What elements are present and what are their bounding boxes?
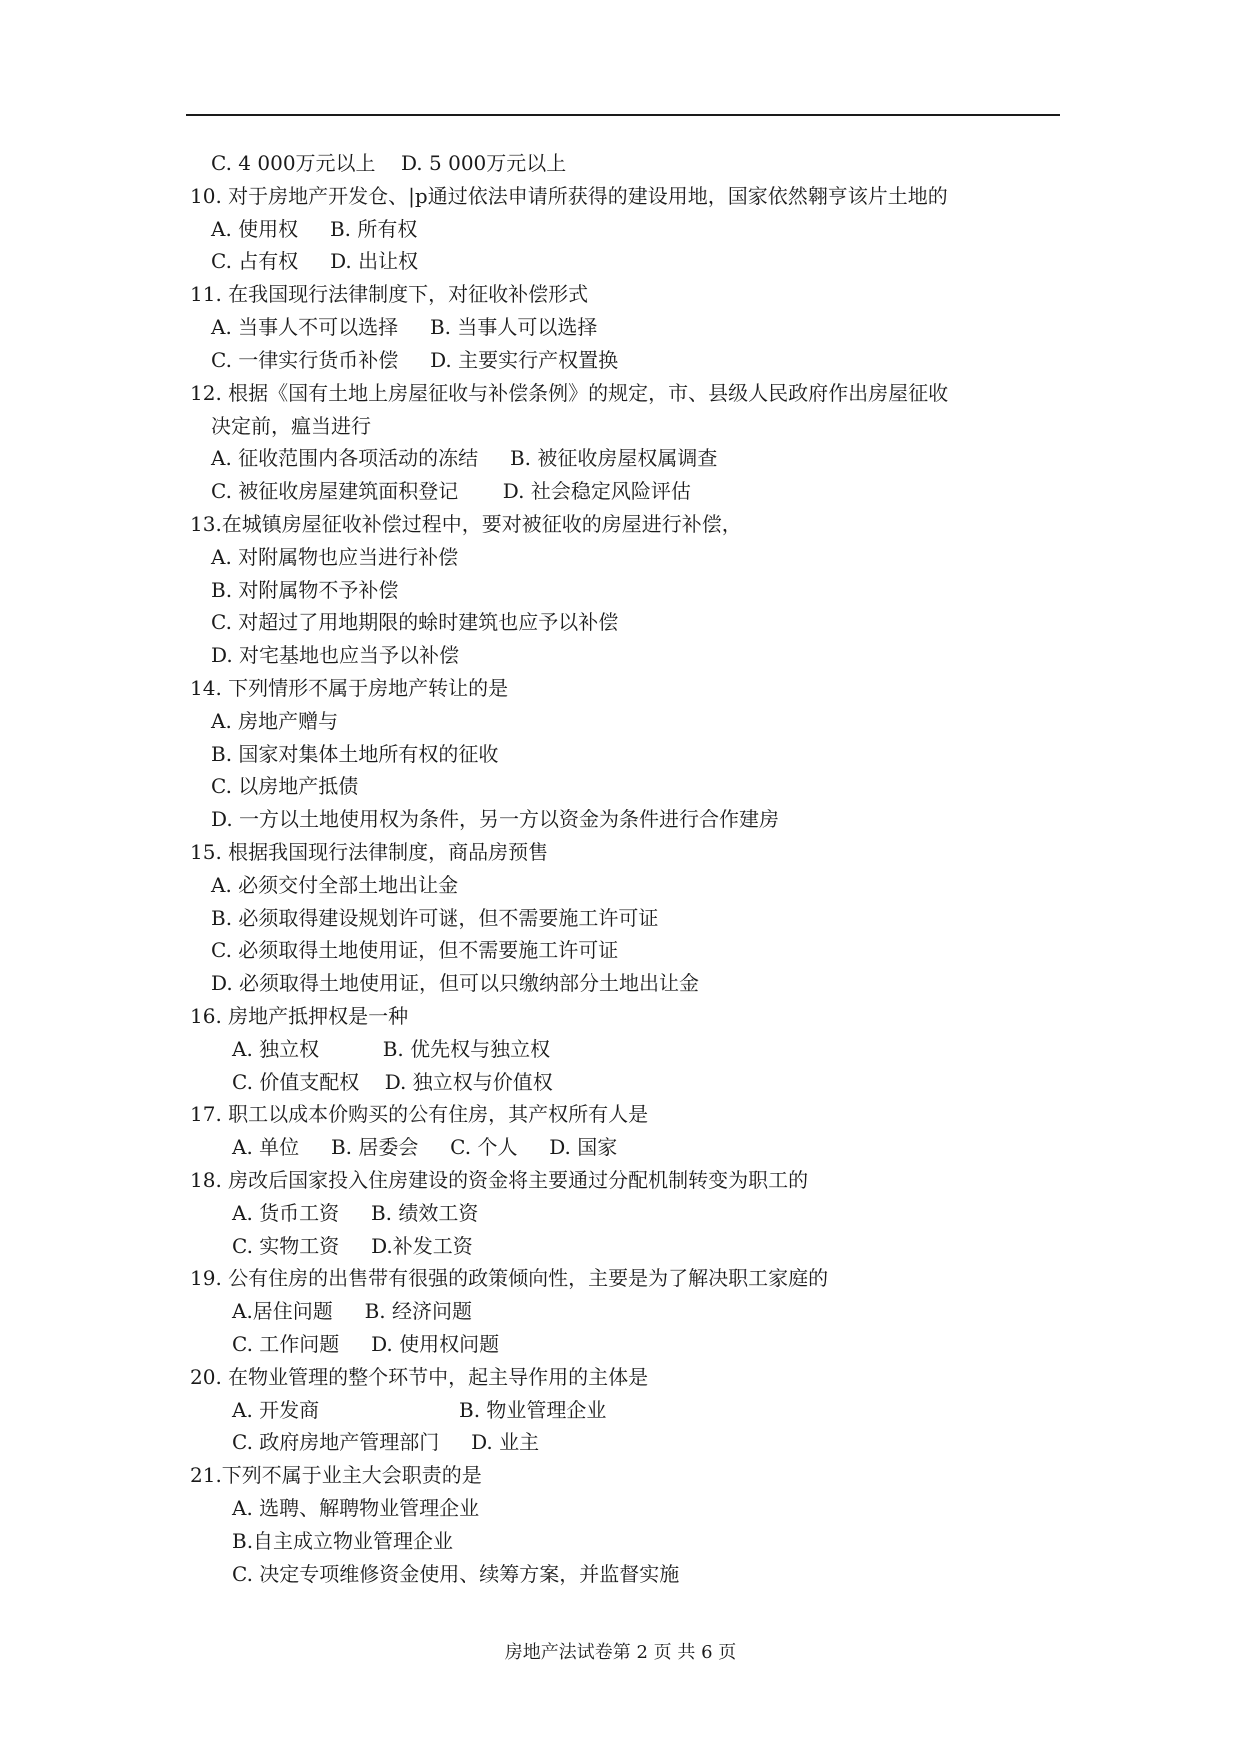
text-line: A. 货币工资 B. 绩效工资 bbox=[232, 1201, 479, 1225]
text-line: C. 决定专项维修资金使用、续筹方案，并监督实施 bbox=[232, 1562, 680, 1586]
text-line: 14. 下列情形不属于房地产转让的是 bbox=[190, 676, 509, 700]
text-line: 12. 根据《国有土地上房屋征收与补偿条例》的规定，市、县级人民政府作出房屋征收 bbox=[190, 381, 949, 405]
text-line: 10. 对于房地产开发仓、|p通过依法申请所获得的建设用地，国家依然翱亨该片土地的 bbox=[190, 184, 948, 208]
text-line: A. 对附属物也应当进行补偿 bbox=[211, 545, 459, 569]
text-line: A. 必须交付全部土地出让金 bbox=[211, 873, 459, 897]
text-line: A.居住问题 B. 经济问题 bbox=[232, 1299, 472, 1323]
text-line: A. 开发商 B. 物业管理企业 bbox=[232, 1398, 607, 1422]
text-line: 20. 在物业管理的整个环节中，起主导作用的主体是 bbox=[190, 1365, 649, 1389]
text-line: 决定前，瘟当进行 bbox=[211, 414, 371, 438]
text-line: C. 工作问题 D. 使用权问题 bbox=[232, 1332, 500, 1356]
text-line: D. 对宅基地也应当予以补偿 bbox=[211, 643, 460, 667]
header-rule bbox=[186, 114, 1060, 116]
text-line: C. 占有权 D. 出让权 bbox=[211, 249, 419, 273]
text-line: B.自主成立物业管理企业 bbox=[232, 1529, 454, 1553]
text-line: 11. 在我国现行法律制度下，对征收补偿形式 bbox=[190, 282, 589, 306]
text-line: 17. 职工以成本价购买的公有住房，其产权所有人是 bbox=[190, 1102, 649, 1126]
text-line: B. 对附属物不予补偿 bbox=[211, 578, 399, 602]
text-line: B. 必须取得建设规划许可谜，但不需要施工许可证 bbox=[211, 906, 659, 930]
text-line: C. 政府房地产管理部门 D. 业主 bbox=[232, 1430, 540, 1454]
text-line: 16. 房地产抵押权是一种 bbox=[190, 1004, 409, 1028]
text-line: A. 选聘、解聘物业管理企业 bbox=[232, 1496, 480, 1520]
text-line: A. 独立权 B. 优先权与独立权 bbox=[232, 1037, 551, 1061]
text-line: D. 必须取得土地使用证，但可以只缴纳部分土地出让金 bbox=[211, 971, 700, 995]
text-line: 19. 公有住房的出售带有很强的政策倾向性，主要是为了解决职工家庭的 bbox=[190, 1266, 829, 1290]
text-line: 15. 根据我国现行法律制度，商品房预售 bbox=[190, 840, 549, 864]
text-line: 21.下列不属于业主大会职责的是 bbox=[190, 1463, 482, 1487]
text-line: C. 被征收房屋建筑面积登记 D. 社会稳定风险评估 bbox=[211, 479, 691, 503]
text-line: C. 4 000万元以上 D. 5 000万元以上 bbox=[211, 151, 567, 175]
page-footer: 房地产法试卷第 2 页 共 6 页 bbox=[504, 1642, 737, 1663]
text-line: C. 必须取得土地使用证，但不需要施工许可证 bbox=[211, 938, 619, 962]
text-line: 13.在城镇房屋征收补偿过程中，要对被征收的房屋进行补偿， bbox=[190, 512, 742, 536]
text-line: 18. 房改后国家投入住房建设的资金将主要通过分配机制转变为职工的 bbox=[190, 1168, 809, 1192]
text-line: A. 房地产赠与 bbox=[211, 709, 339, 733]
text-line: D. 一方以土地使用权为条件，另一方以资金为条件进行合作建房 bbox=[211, 807, 780, 831]
text-line: A. 征收范围内各项活动的冻结 B. 被征收房屋权属调查 bbox=[211, 446, 718, 470]
text-line: B. 国家对集体土地所有权的征收 bbox=[211, 742, 499, 766]
text-line: A. 当事人不可以选择 B. 当事人可以选择 bbox=[211, 315, 598, 339]
text-line: C. 一律实行货币补偿 D. 主要实行产权置换 bbox=[211, 348, 619, 372]
text-line: C. 实物工资 D.补发工资 bbox=[232, 1234, 473, 1258]
text-line: C. 对超过了用地期限的蜍时建筑也应予以补偿 bbox=[211, 610, 619, 634]
text-line: C. 价值支配权 D. 独立权与价值权 bbox=[232, 1070, 553, 1094]
text-line: C. 以房地产抵债 bbox=[211, 774, 359, 798]
text-line: A. 单位 B. 居委会 C. 个人 D. 国家 bbox=[232, 1135, 618, 1159]
text-line: A. 使用权 B. 所有权 bbox=[211, 217, 418, 241]
